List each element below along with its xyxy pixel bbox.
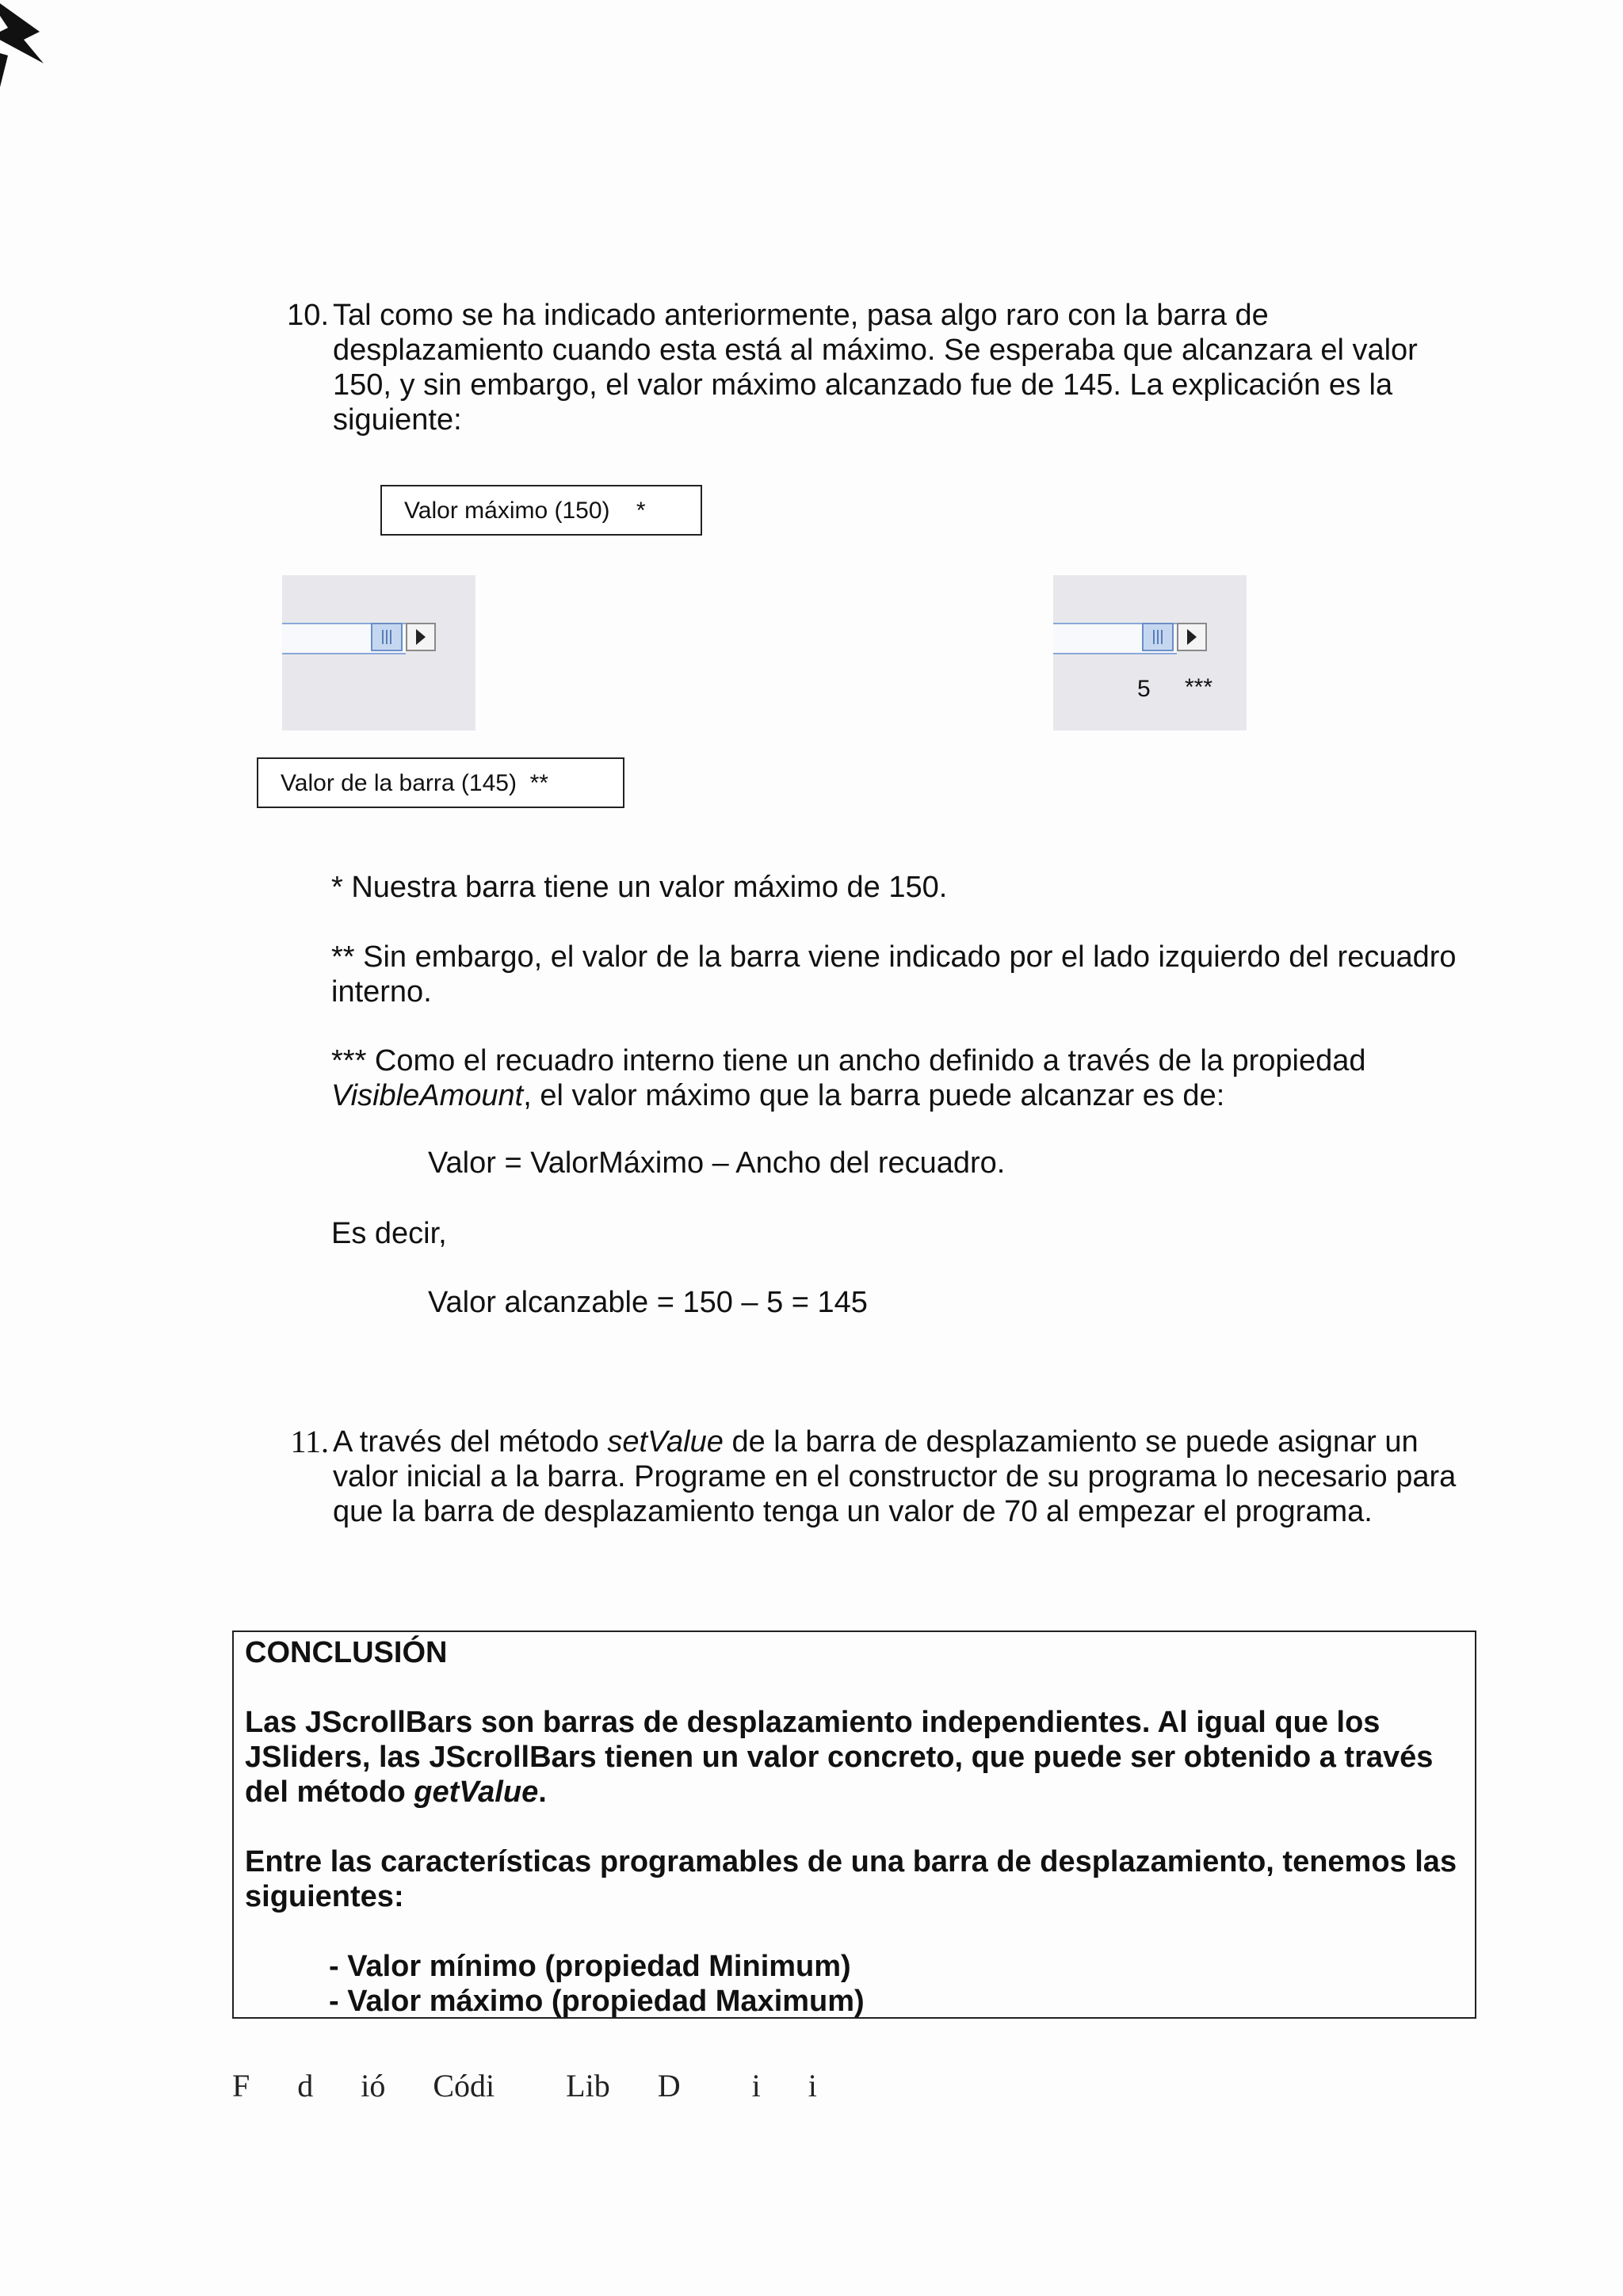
right-arrow-icon bbox=[416, 629, 426, 645]
formula-2: Valor alcanzable = 150 – 5 = 145 bbox=[428, 1286, 868, 1319]
text-line: Entre las características programables de una barra de desplazamiento, tenemos las bbox=[245, 1845, 1457, 1878]
text-line: que la barra de desplazamiento tenga un valor de 70 al empezar el programa. bbox=[333, 1495, 1373, 1528]
scrollbar-right-arrow-button[interactable] bbox=[1177, 623, 1207, 651]
text-line: interno. bbox=[331, 975, 432, 1009]
es-decir-text: Es decir, bbox=[331, 1217, 447, 1250]
text-line: *** Como el recuadro interno tiene un ancho definido a través de la propiedad bbox=[331, 1044, 1366, 1077]
text-line: Las JScrollBars son barras de desplazamiento independientes. Al igual que los bbox=[245, 1706, 1381, 1739]
bar-value-label-box bbox=[257, 757, 624, 808]
text-span: . bbox=[538, 1775, 547, 1809]
text-line: siguientes: bbox=[245, 1880, 404, 1913]
thumb-width-mark: *** bbox=[1185, 674, 1213, 700]
scrollbar-thumb[interactable] bbox=[371, 623, 403, 651]
note-1: * Nuestra barra tiene un valor máximo de 150. bbox=[331, 871, 948, 904]
scrollbar-right-arrow-button[interactable] bbox=[406, 623, 436, 651]
conclusion-title: CONCLUSIÓN bbox=[245, 1636, 448, 1669]
right-arrow-icon bbox=[1187, 629, 1197, 645]
list-item-10 bbox=[281, 298, 1470, 437]
thumb-width-value: 5 bbox=[1137, 676, 1151, 702]
text-line: ** Sin embargo, el valor de la barra viene indicado por el lado izquierdo del recuadro bbox=[331, 940, 1457, 974]
text-span: , el valor máximo que la barra puede alcanzar es de: bbox=[523, 1079, 1225, 1112]
text-line bbox=[245, 1775, 1464, 1810]
text-span: A través del método bbox=[333, 1425, 608, 1459]
bullet-item: - Valor máximo (propiedad Maximum) bbox=[329, 1985, 865, 2018]
text-line: desplazamiento cuando esta está al máximo. Se esperaba que alcanzara el valor bbox=[333, 334, 1418, 367]
visible-amount-term: VisibleAmount bbox=[331, 1079, 524, 1112]
text-line: Tal como se ha indicado anteriormente, pasa algo raro con la barra de bbox=[333, 299, 1269, 332]
scrollbar-thumb[interactable] bbox=[1142, 623, 1174, 651]
item-number: 10. bbox=[287, 299, 329, 332]
text-line: siguiente: bbox=[333, 403, 462, 437]
note-2 bbox=[331, 940, 1457, 1009]
item-10-text bbox=[333, 298, 1470, 437]
text-line: 150, y sin embargo, el valor máximo alcanzado fue de 145. La explicación es la bbox=[333, 368, 1393, 402]
bar-value-label: Valor de la barra (145) ** bbox=[281, 770, 548, 796]
text-span: del método bbox=[245, 1775, 414, 1809]
text-line bbox=[331, 1078, 1366, 1113]
item-11-text bbox=[333, 1425, 1470, 1529]
footer-text: F d ió Códi Lib D i i bbox=[232, 2068, 817, 2103]
text-line: JSliders, las JScrollBars tienen un valor concreto, que puede ser obtenido a través bbox=[245, 1741, 1434, 1774]
setvalue-term: setValue bbox=[607, 1425, 724, 1459]
scrollbar-screenshot-right bbox=[1053, 575, 1247, 730]
conclusion-box bbox=[232, 1630, 1476, 2019]
text-line: valor inicial a la barra. Programe en el constructor de su programa lo necesario para bbox=[333, 1460, 1457, 1493]
max-value-label: Valor máximo (150) * bbox=[404, 498, 646, 524]
text-line bbox=[333, 1425, 1470, 1459]
item-number: 11. bbox=[290, 1424, 329, 1459]
logo-fragment-icon bbox=[0, 0, 48, 103]
text-span: de la barra de desplazamiento se puede asignar un bbox=[723, 1425, 1419, 1459]
max-value-label-box bbox=[380, 485, 702, 536]
list-item-11 bbox=[281, 1425, 1470, 1529]
bullet-item: - Valor mínimo (propiedad Minimum) bbox=[329, 1950, 851, 1983]
note-3 bbox=[331, 1043, 1366, 1113]
scrollbar-screenshot-left bbox=[282, 575, 475, 730]
formula-1: Valor = ValorMáximo – Ancho del recuadro. bbox=[428, 1146, 1006, 1180]
getvalue-term: getValue bbox=[414, 1775, 539, 1809]
